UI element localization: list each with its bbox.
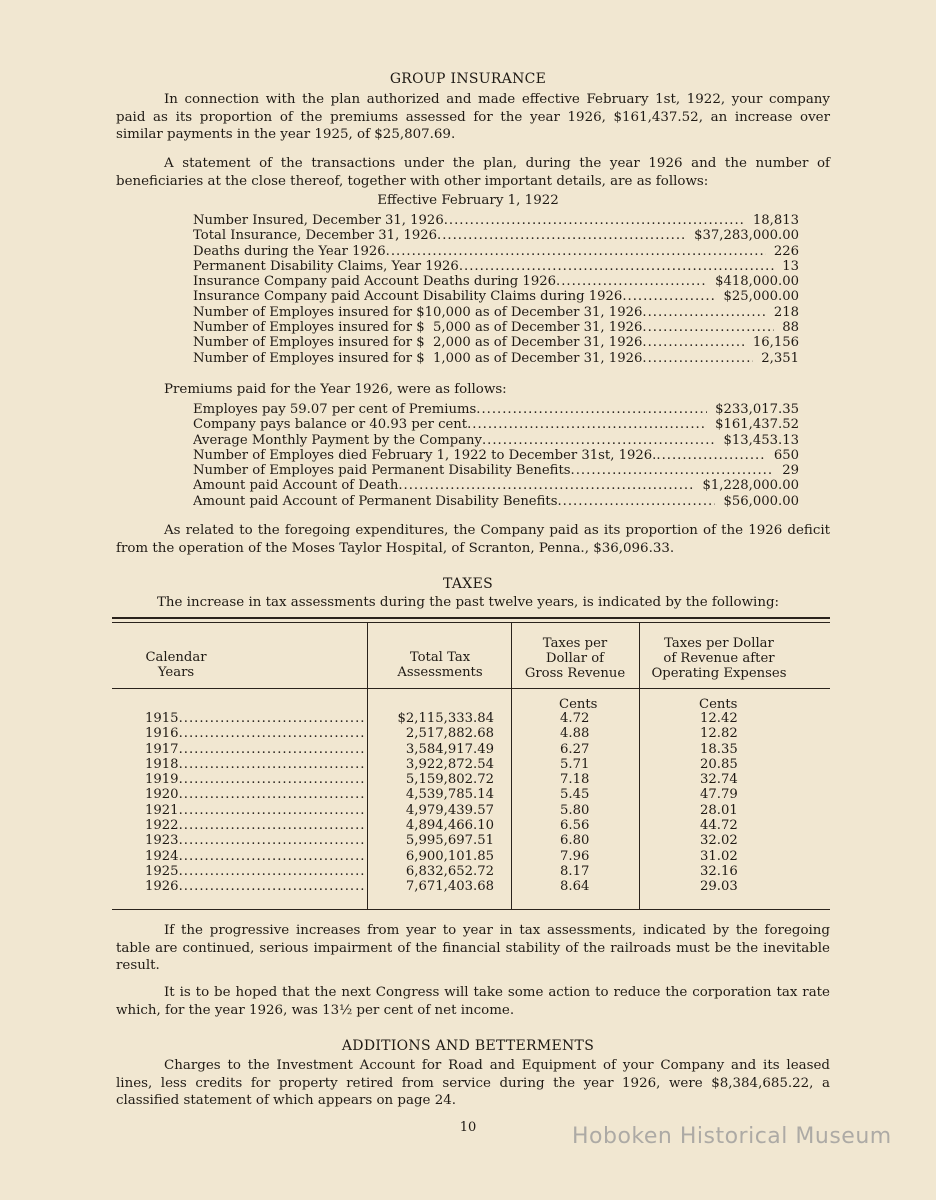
table-cell: 5.71 — [560, 756, 590, 772]
list-item: Number of Employes insured for $ 1,000 as of December 31, 1926 ..... 2,351 — [193, 351, 799, 366]
list-item: Number of Employes insured for $ 2,000 as of December 31, 1926 ..... 16,156 — [193, 335, 799, 350]
column-divider — [639, 623, 640, 909]
additions-paragraph: Charges to the Investment Account for Road and Equipment of your Company and its leased lines, less credits for property retired from service during the year 1926, were $8,384,685.22, a classified statement of which appears on page 24. — [116, 1058, 830, 1108]
gross-revenue-column — [560, 711, 589, 895]
additions-heading: ADDITIONS AND BETTERMENTS — [341, 1038, 595, 1054]
table-cell: 32.16 — [700, 863, 738, 879]
column-divider — [511, 623, 512, 909]
table-cell: 5,995,697.51 — [405, 833, 494, 849]
table-cell: 7.96 — [560, 848, 590, 864]
taxes-heading: TAXES — [443, 576, 493, 592]
table-row: 1915 ..... — [145, 711, 365, 726]
table-cell: 8.17 — [560, 863, 590, 879]
table-cell: 12.42 — [700, 711, 738, 726]
table-row: 1920 ..... — [145, 787, 365, 802]
insurance-statement-list — [193, 213, 799, 366]
table-top-rule — [112, 617, 830, 619]
table-cell: 18.35 — [700, 741, 738, 757]
list-item: Number of Employes died February 1, 1922 to December 31st, 1926. ..... 650 — [193, 448, 799, 463]
table-row: 1922 ..... — [145, 818, 365, 833]
list-item: Amount paid Account of Death ..... $1,228,000.00 — [193, 478, 799, 493]
table-row: 1919 ..... — [145, 772, 365, 787]
list-item: Average Monthly Payment by the Company ..... $13,453.13 — [193, 433, 799, 448]
column-header-total: Total Tax Assessments — [397, 650, 483, 680]
list-item: Insurance Company paid Account Deaths during 1926 ..... $418,000.00 — [193, 274, 799, 289]
group-insurance-heading: GROUP INSURANCE — [389, 71, 547, 87]
page-number: 10 — [459, 1120, 477, 1135]
table-row: 1916 ..... — [145, 726, 365, 741]
table-cell: 4.88 — [560, 726, 590, 742]
table-cell: 47.79 — [700, 787, 738, 803]
table-cell: 6,832,652.72 — [405, 863, 494, 879]
table-cell: 6.80 — [560, 833, 590, 849]
list-item: Number Insured, December 31, 1926 ..... 18,813 — [193, 213, 799, 228]
table-cell: 4,894,466.10 — [405, 818, 494, 834]
table-cell: 44.72 — [700, 818, 738, 834]
table-bottom-rule — [112, 909, 830, 910]
table-cell: 12.82 — [700, 726, 738, 742]
year-column — [145, 711, 365, 895]
table-cell: 5,159,802.72 — [405, 772, 494, 788]
watermark: Hoboken Historical Museum — [572, 1124, 892, 1149]
table-cell: 3,922,872.54 — [405, 756, 494, 772]
table-cell: 4,539,785.14 — [405, 787, 494, 803]
tax-increase-paragraph: If the progressive increases from year to year in tax assessments, indicated by the foregoing table are continued, serious impairment of the financial stability of the railroads must be the inevitable result. — [116, 923, 830, 973]
list-item: Deaths during the Year 1926 ..... 226 — [193, 244, 799, 259]
list-item: Number of Employes insured for $10,000 as of December 31, 1926 ..... 218 — [193, 305, 799, 320]
table-cell: 29.03 — [700, 879, 738, 895]
premiums-intro: Premiums paid for the Year 1926, were as follows: — [164, 382, 507, 397]
list-item: Number of Employes insured for $ 5,000 as of December 31, 1926 ..... 88 — [193, 320, 799, 335]
table-cell: 7.18 — [560, 772, 590, 788]
table-cell: 32.74 — [700, 772, 738, 788]
premiums-list — [193, 402, 799, 509]
column-header-years: Calendar Years — [145, 650, 207, 680]
effective-date: Effective February 1, 1922 — [377, 193, 559, 208]
table-cell: 6.27 — [560, 741, 590, 757]
table-cell: 4.72 — [560, 711, 590, 726]
column-header-net: Taxes per Dollar of Revenue after Operating Expenses — [651, 636, 787, 681]
table-row: 1923 ..... — [145, 833, 365, 848]
hospital-deficit-paragraph: As related to the foregoing expenditures, the Company paid as its proportion of the 1926 deficit from the operation of the Moses Taylor Hospital, of Scranton, Penna., $36,096.33. — [116, 523, 830, 556]
table-cell: 2,517,882.68 — [405, 726, 494, 742]
unit-cents-net: Cents — [699, 697, 738, 712]
table-row: 1917 ..... — [145, 742, 365, 757]
congress-paragraph: It is to be hoped that the next Congress will take some action to reduce the corporation tax rate which, for the year 1926, was 13½ per cent of net income. — [116, 985, 830, 1018]
table-cell: 28.01 — [700, 802, 738, 818]
list-item: Insurance Company paid Account Disability Claims during 1926 ..... $25,000.00 — [193, 289, 799, 304]
header-rule — [112, 688, 830, 689]
group-insurance-paragraph-2: A statement of the transactions under the plan, during the year 1926 and the number of beneficiaries at the close thereof, together with other important details, are as follows: — [116, 156, 830, 189]
table-cell: 31.02 — [700, 848, 738, 864]
table-cell: 6,900,101.85 — [405, 848, 494, 864]
table-row: 1924 ..... — [145, 849, 365, 864]
table-cell: 20.85 — [700, 756, 738, 772]
list-item: Total Insurance, December 31, 1926 ..... $37,283,000.00 — [193, 228, 799, 243]
taxes-intro: The increase in tax assessments during the past twelve years, is indicated by the following: — [156, 595, 780, 610]
table-cell: 6.56 — [560, 818, 590, 834]
list-item: Number of Employes paid Permanent Disability Benefits ..... 29 — [193, 463, 799, 478]
list-item: Company pays balance or 40.93 per cent ..... $161,437.52 — [193, 417, 799, 432]
table-cell: 3,584,917.49 — [405, 741, 494, 757]
table-cell: 5.45 — [560, 787, 590, 803]
table-row: 1918 ..... — [145, 757, 365, 772]
list-item: Employes pay 59.07 per cent of Premiums ..... $233,017.35 — [193, 402, 799, 417]
column-divider — [367, 623, 368, 909]
table-top-rule-thin — [112, 622, 830, 623]
table-cell: 8.64 — [560, 879, 590, 895]
table-row: 1925 ..... — [145, 864, 365, 879]
list-item: Permanent Disability Claims, Year 1926 ..... 13 — [193, 259, 799, 274]
table-cell: $2,115,333.84 — [397, 711, 494, 726]
list-item: Amount paid Account of Permanent Disability Benefits ..... $56,000.00 — [193, 494, 799, 509]
table-cell: 32.02 — [700, 833, 738, 849]
unit-cents-gross: Cents — [559, 697, 598, 712]
column-header-gross: Taxes per Dollar of Gross Revenue — [524, 636, 626, 681]
table-row: 1926 ..... — [145, 879, 365, 894]
total-assessments-column — [382, 711, 494, 895]
table-row: 1921 ..... — [145, 803, 365, 818]
table-cell: 7,671,403.68 — [405, 879, 494, 895]
table-cell: 4,979,439.57 — [405, 802, 494, 818]
net-revenue-column — [700, 711, 738, 895]
group-insurance-paragraph-1: In connection with the plan authorized and made effective February 1st, 1922, your company paid as its proportion of the premiums assessed for the year 1926, $161,437.52, an increase over similar payments in the year 1925, of $25,807.69. — [116, 92, 830, 142]
table-cell: 5.80 — [560, 802, 590, 818]
